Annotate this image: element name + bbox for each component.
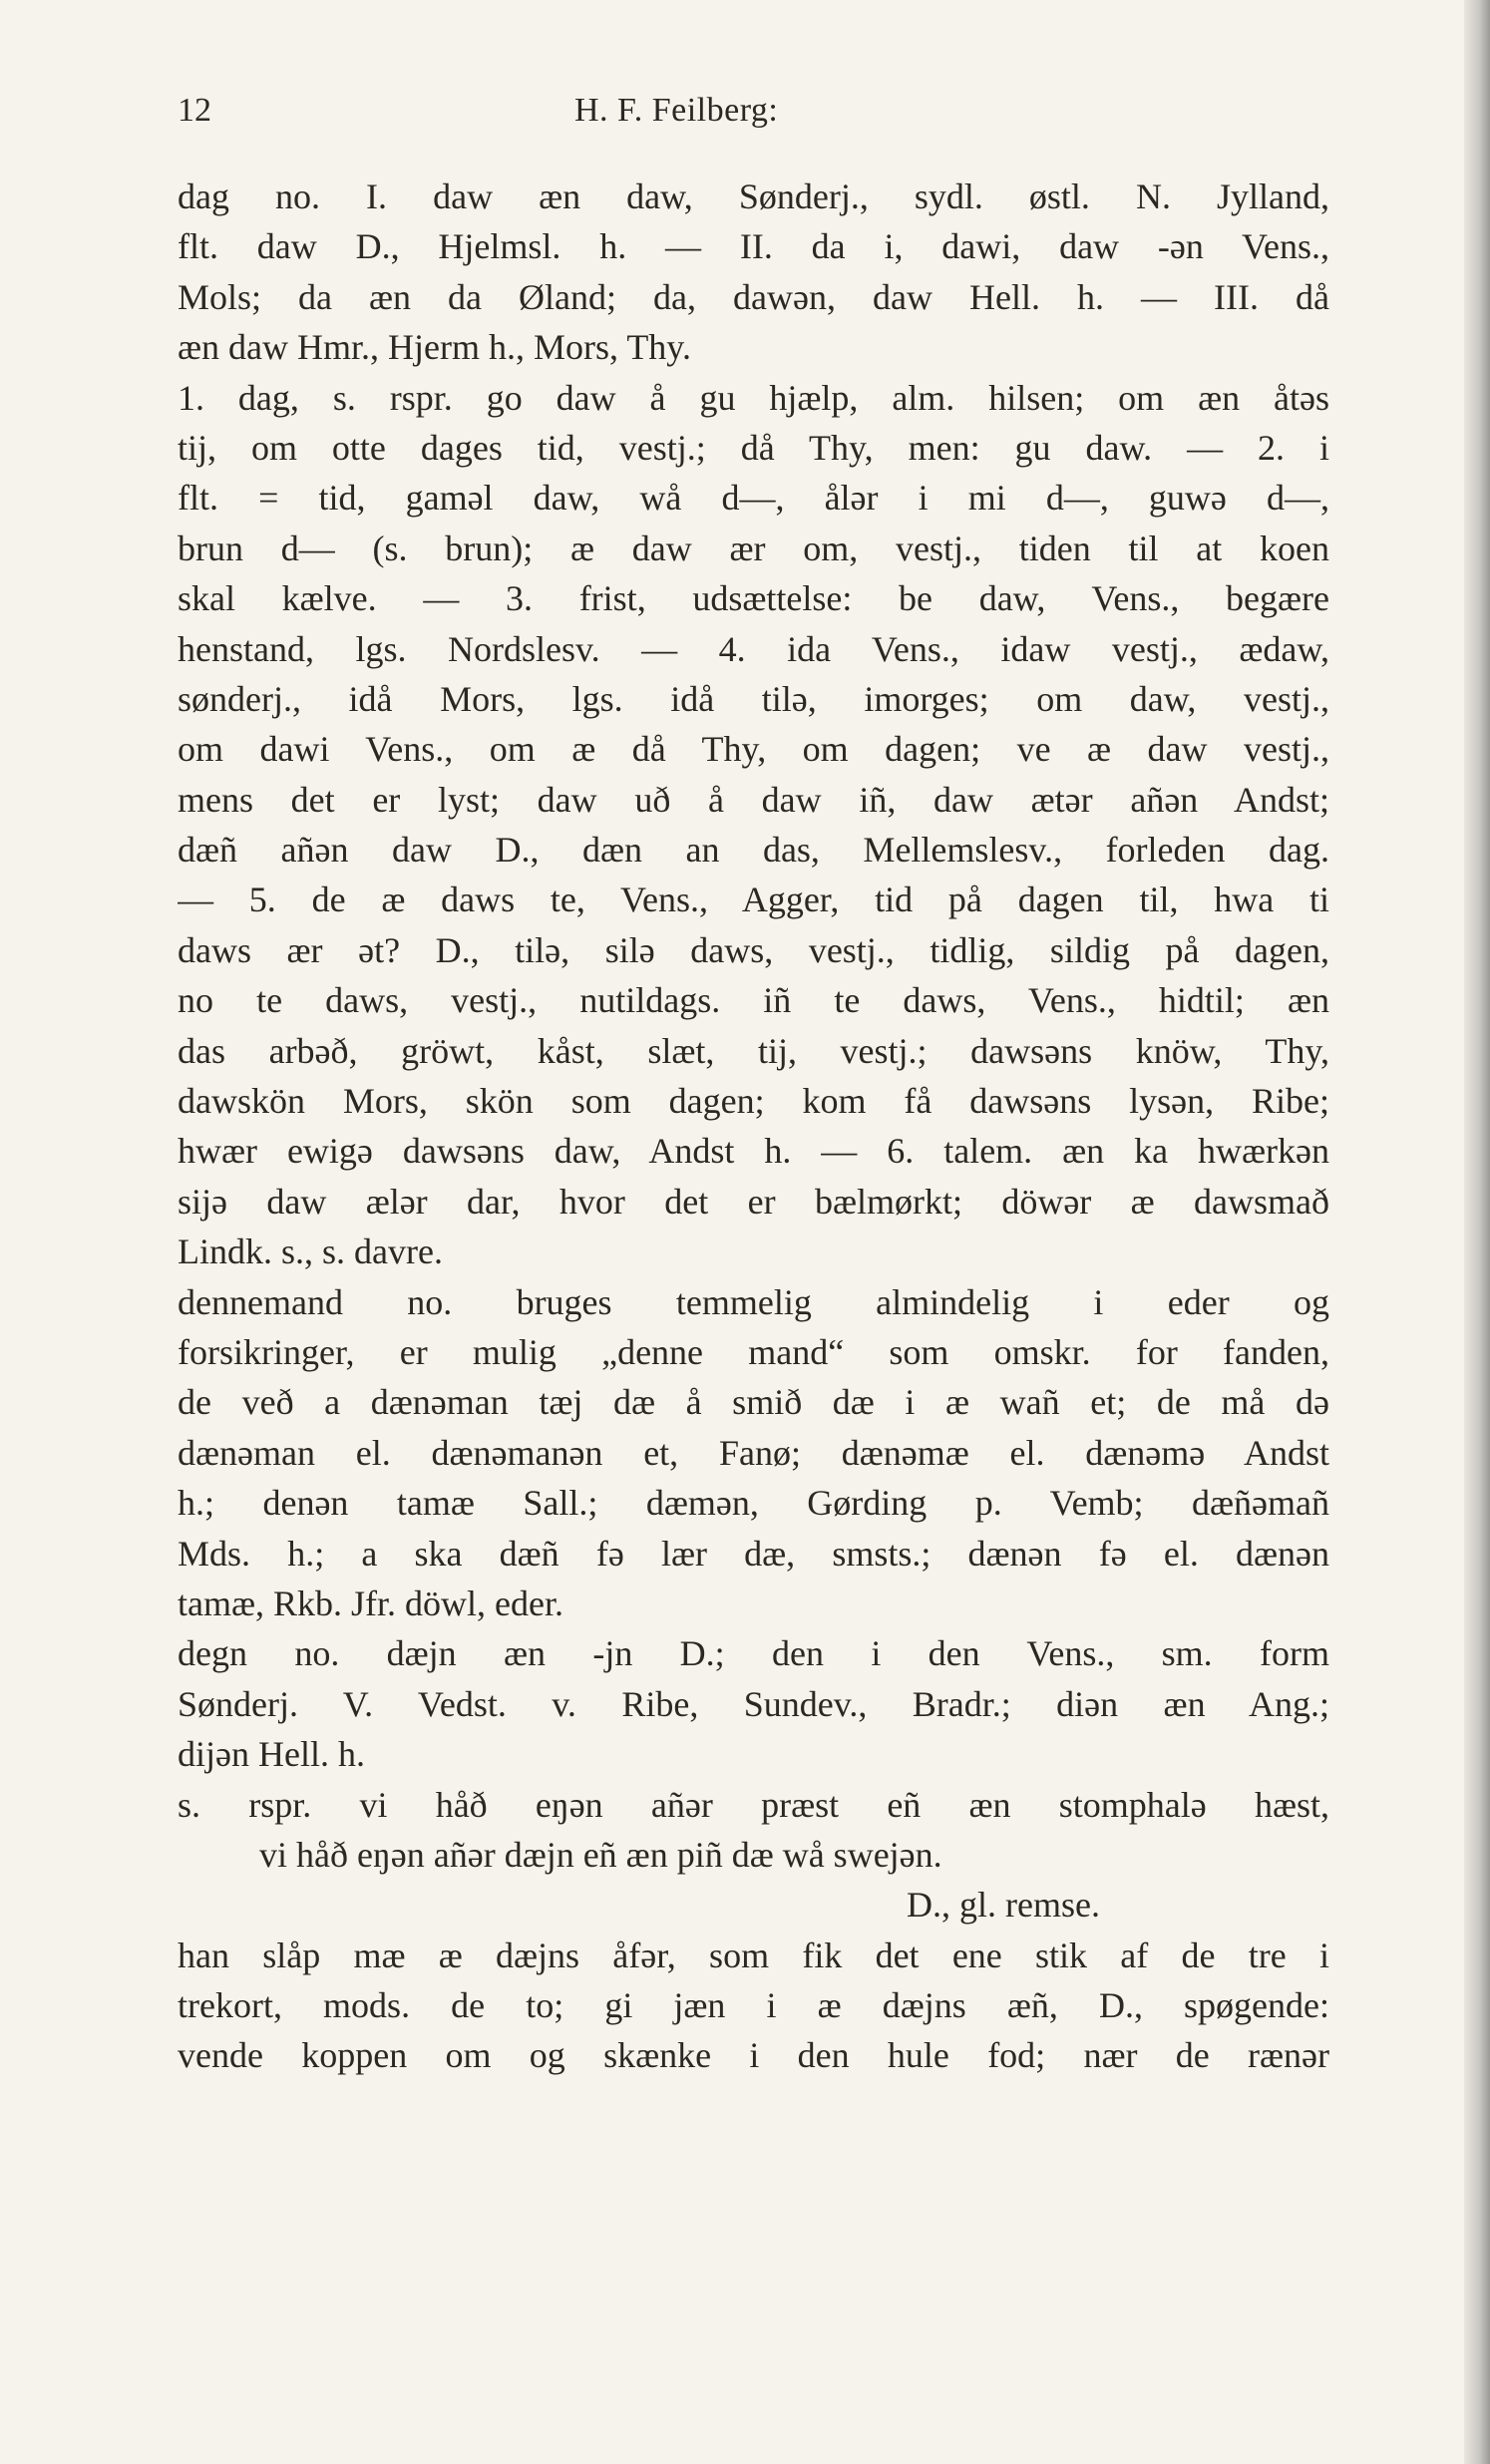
text-line: dænəman el. dænəmanən et, Fanø; dænəmæ el. dænəmə Andst xyxy=(178,1432,1329,1473)
text-line: sønderj., idå Mors, lgs. idå tilə, imorges; om daw, vestj., xyxy=(178,678,1329,719)
text-line: das arbəð, gröwt, kåst, slæt, tij, vestj.; dawsəns knöw, Thy, xyxy=(178,1030,1329,1071)
page-header xyxy=(178,92,1334,152)
dictionary-text xyxy=(178,172,1329,2081)
text-line: vende koppen om og skænke i den hule fod; nær de rænər xyxy=(178,2035,1329,2076)
text-line: om dawi Vens., om æ då Thy, om dagen; ve æ daw vestj., xyxy=(178,729,1329,770)
text-line: dijən Hell. h. xyxy=(178,1734,365,1775)
text-line: — 5. de æ daws te, Vens., Agger, tid på dagen til, hwa ti xyxy=(178,880,1329,920)
text-line: dæñ añən daw D., dæn an das, Mellemslesv., forleden dag. xyxy=(178,830,1329,871)
text-line: skal kælve. — 3. frist, udsættelse: be daw, Vens., begære xyxy=(178,578,1329,619)
page-edge-shadow xyxy=(1464,0,1490,2464)
text-line: Sønderj. V. Vedst. v. Ribe, Sundev., Bradr.; diən æn Ang.; xyxy=(178,1683,1329,1724)
text-line: dawskön Mors, skön som dagen; kom få dawsəns lysən, Ribe; xyxy=(178,1081,1329,1122)
text-line: sijə daw ælər dar, hvor det er bælmørkt; döwər æ dawsmað xyxy=(178,1181,1329,1222)
text-line: s. rspr. vi håð eŋən añər præst eñ æn stomphalə hæst, xyxy=(178,1784,1329,1825)
text-line: daws ær ət? D., tilə, silə daws, vestj., tidlig, sildig på dagen, xyxy=(178,929,1329,970)
text-line: æn daw Hmr., Hjerm h., Mors, Thy. xyxy=(178,327,691,368)
running-head: H. F. Feilberg: xyxy=(574,92,779,129)
text-line: trekort, mods. de to; gi jæn i æ dæjns æñ, D., spøgende: xyxy=(178,1985,1329,2026)
text-line: brun d— (s. brun); æ daw ær om, vestj., tiden til at koen xyxy=(178,528,1329,568)
text-line: tamæ, Rkb. Jfr. döwl, eder. xyxy=(178,1583,563,1623)
text-line: vi håð eŋən añər dæjn eñ æn piñ dæ wå swejən. xyxy=(259,1834,942,1875)
text-line: dennemand no. bruges temmelig almindelig i eder og xyxy=(178,1281,1329,1322)
text-line: 1. dag, s. rspr. go daw å gu hjælp, alm. hilsen; om æn åtəs xyxy=(178,377,1329,418)
text-line: no te daws, vestj., nutildags. iñ te daws, Vens., hidtil; æn xyxy=(178,980,1329,1021)
text-line: flt. = tid, gaməl daw, wå d—, ålər i mi d—, guwə d—, xyxy=(178,478,1329,519)
text-line: Mds. h.; a ska dæñ fə lær dæ, smsts.; dænən fə el. dænən xyxy=(178,1533,1329,1574)
text-line: Mols; da æn da Øland; da, dawən, daw Hell. h. — III. då xyxy=(178,276,1329,317)
text-line: de veð a dænəman tæj dæ å smið dæ i æ wañ et; de må də xyxy=(178,1382,1329,1423)
text-line: tij, om otte dages tid, vestj.; då Thy, men: gu daw. — 2. i xyxy=(178,427,1329,468)
page-number: 12 xyxy=(178,92,211,129)
text-line: forsikringer, er mulig „denne mand“ som omskr. for fanden, xyxy=(178,1331,1329,1372)
text-line: dag no. I. daw æn daw, Sønderj., sydl. østl. N. Jylland, xyxy=(178,176,1329,216)
text-line: henstand, lgs. Nordslesv. — 4. ida Vens., idaw vestj., ædaw, xyxy=(178,628,1329,669)
text-line: han slåp mæ æ dæjns åfər, som fik det ene stik af de tre i xyxy=(178,1935,1329,1975)
text-line: D., gl. remse. xyxy=(907,1885,1100,1926)
text-line: Lindk. s., s. davre. xyxy=(178,1232,443,1272)
text-line: flt. daw D., Hjelmsl. h. — II. da i, dawi, daw -ən Vens., xyxy=(178,226,1329,267)
text-line: mens det er lyst; daw uð å daw iñ, daw ætər añən Andst; xyxy=(178,779,1329,820)
text-line: h.; denən tamæ Sall.; dæmən, Gørding p. Vemb; dæñəmañ xyxy=(178,1483,1329,1524)
text-line: hwær ewigə dawsəns daw, Andst h. — 6. talem. æn ka hwærkən xyxy=(178,1131,1329,1172)
text-line: degn no. dæjn æn -jn D.; den i den Vens., sm. form xyxy=(178,1633,1329,1674)
